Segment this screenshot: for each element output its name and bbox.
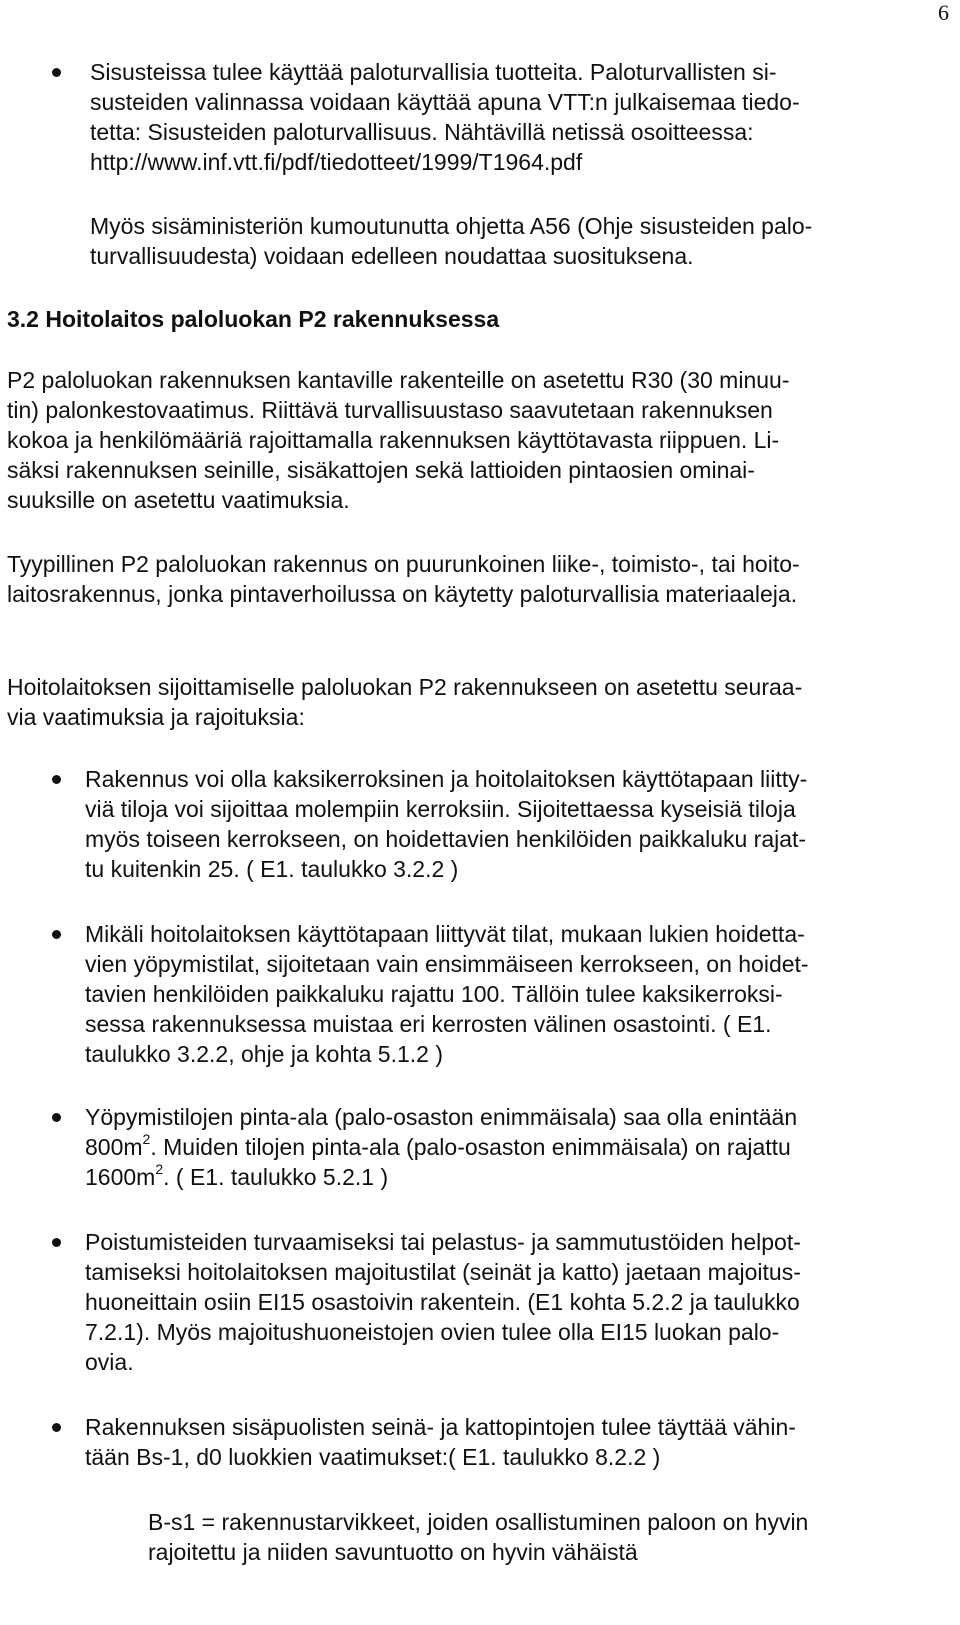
body-line: Yöpymistilojen pinta-ala (palo-osaston enimmäisala) saa olla enintään bbox=[85, 1104, 798, 1130]
area-text: . ( E1. taulukko 5.2.1 ) bbox=[163, 1164, 389, 1190]
bullet-icon bbox=[52, 930, 61, 939]
area-text: . Muiden tilojen pinta-ala (palo-osaston enimmäisala) on rajattu bbox=[150, 1134, 791, 1160]
body-line: tin) palonkestovaatimus. Riittävä turvallisuustaso saavutetaan rakennuksen bbox=[7, 397, 773, 423]
body-line: taulukko 3.2.2, ohje ja kohta 5.1.2 ) bbox=[85, 1041, 444, 1067]
body-line: Hoitolaitoksen sijoittamiselle paloluokan P2 rakennukseen on asetettu seuraa- bbox=[7, 674, 803, 700]
bullet-icon bbox=[52, 1238, 61, 1247]
superscript: 2 bbox=[155, 1161, 164, 1178]
section-heading: 3.2 Hoitolaitos paloluokan P2 rakennuksessa bbox=[7, 306, 500, 332]
body-line: vien yöpymistilat, sijoitetaan vain ensimmäiseen kerrokseen, on hoidet- bbox=[85, 951, 809, 977]
body-line: viä tiloja voi sijoittaa molempiin kerroksiin. Sijoitettaessa kyseisiä tiloja bbox=[85, 796, 796, 822]
page-number: 6 bbox=[938, 0, 949, 25]
body-line: Sisusteissa tulee käyttää paloturvallisia tuotteita. Paloturvallisten si- bbox=[90, 59, 777, 85]
bullet-icon bbox=[52, 1113, 61, 1122]
bullet-icon bbox=[52, 775, 61, 784]
body-line: Rakennus voi olla kaksikerroksinen ja hoitolaitoksen käyttötapaan liitty- bbox=[85, 766, 808, 792]
body-line: Mikäli hoitolaitoksen käyttötapaan liittyvät tilat, mukaan lukien hoidetta- bbox=[85, 921, 805, 947]
definition-line: rajoitettu ja niiden savuntuotto on hyvin vähäistä bbox=[148, 1539, 638, 1565]
body-line: tään Bs-1, d0 luokkien vaatimukset:( E1. taulukko 8.2.2 ) bbox=[85, 1444, 661, 1470]
body-line: tetta: Sisusteiden paloturvallisuus. Nähtävillä netissä osoitteessa: bbox=[90, 119, 754, 145]
bullet-icon bbox=[52, 1423, 61, 1432]
body-line: huoneittain osiin EI15 osastoivin rakentein. (E1 kohta 5.2.2 ja taulukko bbox=[85, 1289, 800, 1315]
body-line: P2 paloluokan rakennuksen kantaville rakenteille on asetettu R30 (30 minuu- bbox=[7, 367, 790, 393]
body-line: tamiseksi hoitolaitoksen majoitustilat (seinät ja katto) jaetaan majoitus- bbox=[85, 1259, 801, 1285]
definition-line: B-s1 = rakennustarvikkeet, joiden osallistuminen paloon on hyvin bbox=[148, 1509, 809, 1535]
body-line: tu kuitenkin 25. ( E1. taulukko 3.2.2 ) bbox=[85, 856, 459, 882]
body-line: ovia. bbox=[85, 1349, 134, 1375]
area-line-1600 bbox=[85, 1163, 388, 1191]
body-line: Poistumisteiden turvaamiseksi tai pelastus- ja sammutustöiden helpot- bbox=[85, 1229, 801, 1255]
area-value: 1600m bbox=[85, 1164, 156, 1190]
area-line-800 bbox=[85, 1133, 791, 1161]
body-line: laitosrakennus, jonka pintaverhoilussa on käytetty paloturvallisia materiaaleja. bbox=[7, 581, 798, 607]
body-line: Rakennuksen sisäpuolisten seinä- ja kattopintojen tulee täyttää vähin- bbox=[85, 1414, 796, 1440]
body-line: Tyypillinen P2 paloluokan rakennus on puurunkoinen liike-, toimisto-, tai hoito- bbox=[7, 551, 800, 577]
body-line: 7.2.1). Myös majoitushuoneistojen ovien tulee olla EI15 luokan palo- bbox=[85, 1319, 780, 1345]
superscript: 2 bbox=[142, 1131, 151, 1148]
body-line: tavien henkilöiden paikkaluku rajattu 100. Tällöin tulee kaksikerroksi- bbox=[85, 981, 783, 1007]
body-line: sessa rakennuksessa muistaa eri kerrosten välinen osastointi. ( E1. bbox=[85, 1011, 772, 1037]
body-line: suuksille on asetettu vaatimuksia. bbox=[7, 487, 350, 513]
area-value: 800m bbox=[85, 1134, 143, 1160]
body-line: säksi rakennuksen seinille, sisäkattojen sekä lattioiden pintaosien ominai- bbox=[7, 457, 755, 483]
body-line: kokoa ja henkilömääriä rajoittamalla rakennuksen käyttötavasta riippuen. Li- bbox=[7, 427, 780, 453]
bullet-icon bbox=[52, 68, 61, 77]
body-line: myös toiseen kerrokseen, on hoidettavien henkilöiden paikkaluku rajat- bbox=[85, 826, 807, 852]
body-line: turvallisuudesta) voidaan edelleen noudattaa suosituksena. bbox=[90, 243, 694, 269]
url-link[interactable]: http://www.inf.vtt.fi/pdf/tiedotteet/1999/T1964.pdf bbox=[90, 149, 583, 175]
body-line: susteiden valinnassa voidaan käyttää apuna VTT:n julkaisemaa tiedo- bbox=[90, 89, 800, 115]
body-line: via vaatimuksia ja rajoituksia: bbox=[7, 704, 305, 730]
body-line: Myös sisäministeriön kumoutunutta ohjetta A56 (Ohje sisusteiden palo- bbox=[90, 213, 813, 239]
